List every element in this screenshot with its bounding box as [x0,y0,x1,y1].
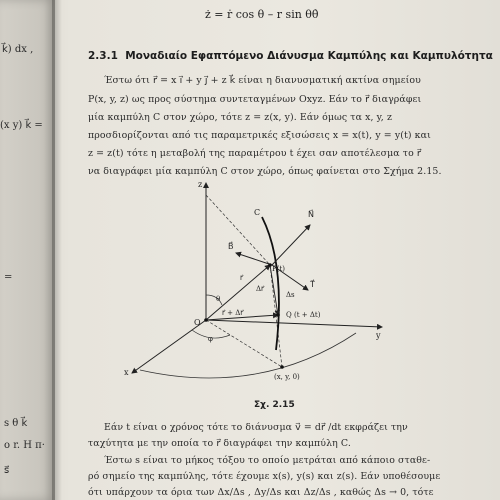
paragraph-line: Έστω s είναι το μήκος τόξου το οποίο μετράται από κάποιο σταθε- [104,455,431,466]
vertical-projection-line [270,265,282,367]
label-q: Q (t + Δt) [286,311,321,319]
label-theta: θ [216,295,221,303]
label-p: P(t) [272,265,285,273]
label-dr: Δr⃗ [256,285,264,293]
x-axis [132,320,206,373]
curve-c [262,217,279,350]
section-heading [88,50,493,62]
paragraph-line: μία καμπύλη C στον χώρο, τότε z = z(x, y). Εάν όμως τα x, y, z [88,112,392,123]
previous-page-edge [0,0,55,500]
space-curve-diagram [110,175,410,395]
paragraph-line: ότι υπάρχουν τα όρια των Δx/Δs , Δy/Δs και Δz/Δs , καθώς Δs → 0, τότε [88,487,434,498]
label-o: O [194,318,201,327]
left-fragment: s⃗ [4,465,10,476]
section-number: 2.3.1 [88,50,118,62]
left-fragment: (x y) k⃗ = [0,120,43,131]
paragraph-line: Εάν t είναι ο χρόνος τότε το διάνυσμα v⃗ = dr⃗ /dt εκφράζει την [104,422,408,433]
xy-plane-arc [140,333,356,378]
label-b: B⃗ [228,242,234,251]
left-fragment: k⃗) dx , [2,44,34,55]
label-n: N⃗ [308,210,314,219]
book-gutter-shadow [52,0,62,500]
y-axis [206,320,382,327]
projection-line [206,320,282,367]
guide-dashed-line [206,195,270,265]
label-r-plus-dr: r⃗ + Δr⃗ [222,309,244,317]
origin-point [204,318,208,322]
left-fragment: = [4,272,13,283]
label-y: y [376,331,381,340]
point-xy0 [280,365,284,369]
paragraph-line: P(x, y, z) ως προς σύστημα συντεταγμένων Οxyz. Εάν το r⃗ διαγράφει [88,94,422,105]
label-z: z [198,180,203,189]
paragraph-line: ρό σημείο της καμπύλης, τότε έχουμε x(s), y(s) και z(s). Εάν υποθέσουμε [88,471,441,482]
label-xy0: (x, y, 0) [274,373,300,381]
section-title: Μοναδιαίο Εφαπτόμενο Διάνυσμα Καμπύλης και Καμπυλότητα [125,50,493,62]
paragraph-line: προσδιορίζονται από τις παραμετρικές εξισώσεις x = x(t), y = y(t) και [88,130,431,141]
left-fragment: o r. H π· [4,440,45,451]
binormal-vector [236,253,272,265]
label-t: T⃗ [310,280,315,289]
paragraph-line: να διαγράφει μία καμπύλη C στον χώρο, όπως φαίνεται στο Σχήμα 2.15. [88,166,442,177]
left-fragment: s θ k⃗ [4,418,28,429]
label-ds: Δs [286,291,295,299]
label-x: x [124,368,129,377]
paragraph-line: ταχύτητα με την οποία το r⃗ διαγράφει την καμπύλη C. [88,438,351,449]
paragraph-line: Έστω ότι r⃗ = x i⃗ + y j⃗ + z k⃗ είναι η διανυσματική ακτίνα σημείου [104,75,421,86]
figure-caption: Σχ. 2.15 [254,400,295,410]
label-r: r⃗ [240,274,243,282]
point-q [276,313,280,317]
normal-vector [272,225,310,265]
top-equation: ż = ṙ cos θ – r sin θθ̇ [205,8,319,21]
label-phi: φ [208,335,213,343]
label-c: C [254,208,261,217]
paragraph-line: z = z(t) τότε η μεταβολή της παραμέτρου t έχει σαν αποτέλεσμα το r⃗ [88,148,421,159]
